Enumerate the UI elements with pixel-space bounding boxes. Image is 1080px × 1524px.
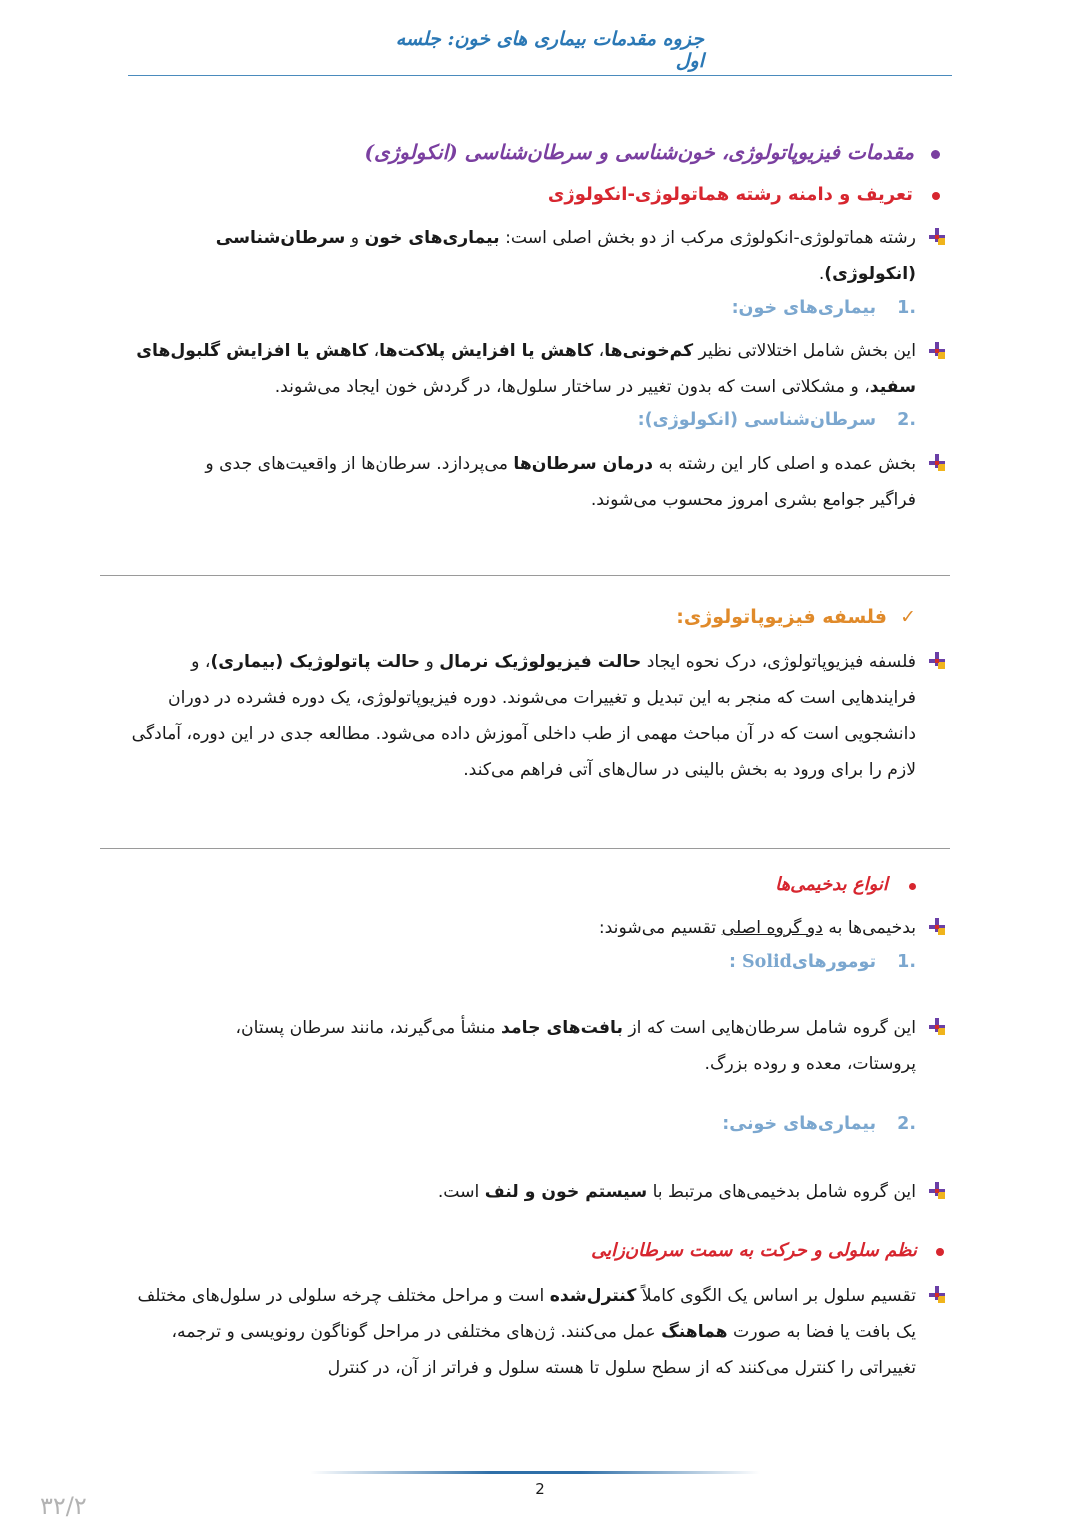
item-colon: : bbox=[728, 952, 743, 972]
section1-paragraph2 bbox=[126, 333, 916, 405]
bold-run: بیماری‌های خون bbox=[364, 228, 500, 248]
section1-paragraph3 bbox=[156, 446, 916, 518]
bullet-dot-icon bbox=[909, 883, 916, 890]
text-run: ، bbox=[593, 341, 605, 361]
pushpin-bullet-icon bbox=[926, 1180, 948, 1202]
section3-item1 bbox=[516, 952, 916, 972]
section1-heading: مقدمات فیزیوپاتولوژی، خون‌شناسی و سرطان‌شناسی (انکولوژی) bbox=[364, 140, 914, 164]
section4-paragraph bbox=[126, 1278, 916, 1386]
pushpin-bullet-icon bbox=[926, 1016, 948, 1038]
pushpin-bullet-icon bbox=[926, 452, 948, 474]
section1-subheading: تعریف و دامنه رشته هماتولوژی-انکولوژی bbox=[547, 184, 913, 205]
item-number: .2 bbox=[897, 1114, 916, 1134]
bold-run: کاهش یا افزایش پلاکت‌ها bbox=[379, 341, 594, 361]
text-run: بدخیمی‌ها به bbox=[822, 918, 916, 938]
section2-heading: فلسفه فیزیوپاتولوژی: bbox=[676, 606, 887, 628]
text-run: ، و مشکلاتی است که بدون تغییر در ساختار سلول‌ها، در گردش خون ایجاد می‌شوند. bbox=[274, 377, 870, 397]
page-number: 2 bbox=[535, 1480, 545, 1498]
bold-run: درمان سرطان‌ها bbox=[513, 454, 654, 474]
item-number: .2 bbox=[897, 410, 916, 430]
bullet-dot-icon bbox=[931, 150, 940, 159]
section1-item2 bbox=[516, 410, 916, 430]
page-header-title: جزوه مقدمات بیماری های خون: جلسه اول bbox=[395, 28, 704, 72]
text-run: تقسیم می‌شوند: bbox=[598, 918, 722, 938]
item-number: .1 bbox=[897, 952, 916, 972]
page-counter: ۳۲/۲ bbox=[40, 1492, 87, 1520]
section3-paragraph3 bbox=[126, 1174, 916, 1210]
text-run: . bbox=[818, 264, 825, 284]
section3-heading: انواع بدخیمی‌ها bbox=[775, 874, 888, 895]
section4-heading-row bbox=[344, 1240, 944, 1261]
section3-paragraph2 bbox=[176, 1010, 916, 1082]
text-run: فلسفه فیزیوپاتولوژی، درک نحوه ایجاد bbox=[641, 652, 916, 672]
underlined-run: دو گروه اصلی bbox=[721, 918, 823, 938]
text-run: ، و فرایندهایی است که منجر به این تبدیل و تغییرات می‌شوند. دوره فیزیوپاتولوژی، یک دوره فشرده در دوران دانشجویی است که در آن مباحث مهمی از طب داخلی آموزش داده می‌شود. مطالعه جدی در این دوره، آمادگی لازم را برای ورود به بخش بالینی در سال‌های آتی فراهم می‌کند. bbox=[131, 652, 916, 780]
section3-paragraph1 bbox=[126, 910, 916, 946]
bullet-dot-icon bbox=[936, 1248, 944, 1256]
text-run: رشته هماتولوژی-انکولوژی مرکب از دو بخش اصلی است: bbox=[499, 228, 916, 248]
bold-run: حالت فیزیولوژیک نرمال bbox=[439, 652, 642, 672]
text-run: و bbox=[345, 228, 365, 248]
bold-run: حالت پاتولوژیک (بیماری) bbox=[210, 652, 421, 672]
item-label: بیماری‌های خون: bbox=[731, 298, 877, 318]
item-label: تومورهای bbox=[791, 952, 877, 972]
section1-heading-row bbox=[140, 140, 940, 164]
header-rule bbox=[128, 75, 952, 76]
text-run: تقسیم سلول بر اساس یک الگوی کاملاً bbox=[636, 1286, 916, 1306]
text-run: بخش عمده و اصلی کار این رشته به bbox=[653, 454, 916, 474]
bold-run: سیستم خون و لنف bbox=[484, 1182, 648, 1202]
bold-run: بافت‌های جامد bbox=[501, 1018, 623, 1038]
text-run: است. bbox=[437, 1182, 485, 1202]
section1-subheading-row bbox=[140, 184, 940, 205]
section-separator bbox=[100, 575, 950, 576]
bold-run: سرطان‌شناسی (انکولوژی) bbox=[215, 228, 916, 284]
item-label-en: Solid bbox=[742, 952, 792, 972]
check-icon: ✓ bbox=[900, 606, 916, 628]
text-run: این گروه شامل سرطان‌هایی است که از bbox=[622, 1018, 916, 1038]
text-run: منشأ می‌گیرند، مانند سرطان پستان، پروستات، معده و روده بزرگ. bbox=[235, 1018, 916, 1074]
footer-rule bbox=[310, 1471, 760, 1474]
section3-item2 bbox=[516, 1114, 916, 1134]
section2-heading-row bbox=[316, 606, 916, 628]
pushpin-bullet-icon bbox=[926, 650, 948, 672]
item-label: بیماری‌های خونی: bbox=[722, 1114, 877, 1134]
pushpin-bullet-icon bbox=[926, 226, 948, 248]
text-run: عمل می‌کنند. ژن‌های مختلفی در مراحل گوناگون رونویسی و ترجمه، تغییراتی را کنترل می‌کنند که از سطح سلول تا هسته سلول و فراتر از آن، در کنترل bbox=[171, 1322, 916, 1378]
text-run: است و مراحل مختلف چرخه سلولی در سلول‌های مختلف یک بافت یا فضا به صورت bbox=[137, 1286, 916, 1342]
pushpin-bullet-icon bbox=[926, 340, 948, 362]
bold-run: هماهنگ bbox=[661, 1322, 728, 1342]
text-run: ، bbox=[368, 341, 380, 361]
section2-paragraph bbox=[126, 644, 916, 788]
section1-item1 bbox=[516, 298, 916, 318]
pushpin-bullet-icon bbox=[926, 916, 948, 938]
bullet-dot-icon bbox=[932, 192, 940, 200]
bold-run: کاهش یا افزایش گلبول‌های سفید bbox=[136, 341, 916, 397]
text-run: این گروه شامل بدخیمی‌های مرتبط با bbox=[647, 1182, 916, 1202]
bold-run: کنترل‌شده bbox=[549, 1286, 637, 1306]
pushpin-bullet-icon bbox=[926, 1284, 948, 1306]
text-run: می‌پردازد. سرطان‌ها از واقعیت‌های جدی و فراگیر جوامع بشری امروز محسوب می‌شوند. bbox=[205, 454, 916, 510]
section-separator bbox=[100, 848, 950, 849]
section4-heading: نظم سلولی و حرکت به سمت سرطان‌زایی bbox=[591, 1240, 917, 1261]
text-run: و bbox=[420, 652, 440, 672]
section3-heading-row bbox=[316, 874, 916, 895]
item-label: سرطان‌شناسی (انکولوژی): bbox=[637, 410, 877, 430]
section1-paragraph1 bbox=[126, 220, 916, 292]
text-run: این بخش شامل اختلالاتی نظیر bbox=[693, 341, 916, 361]
bold-run: کم‌خونی‌ها bbox=[604, 341, 694, 361]
item-number: .1 bbox=[897, 298, 916, 318]
